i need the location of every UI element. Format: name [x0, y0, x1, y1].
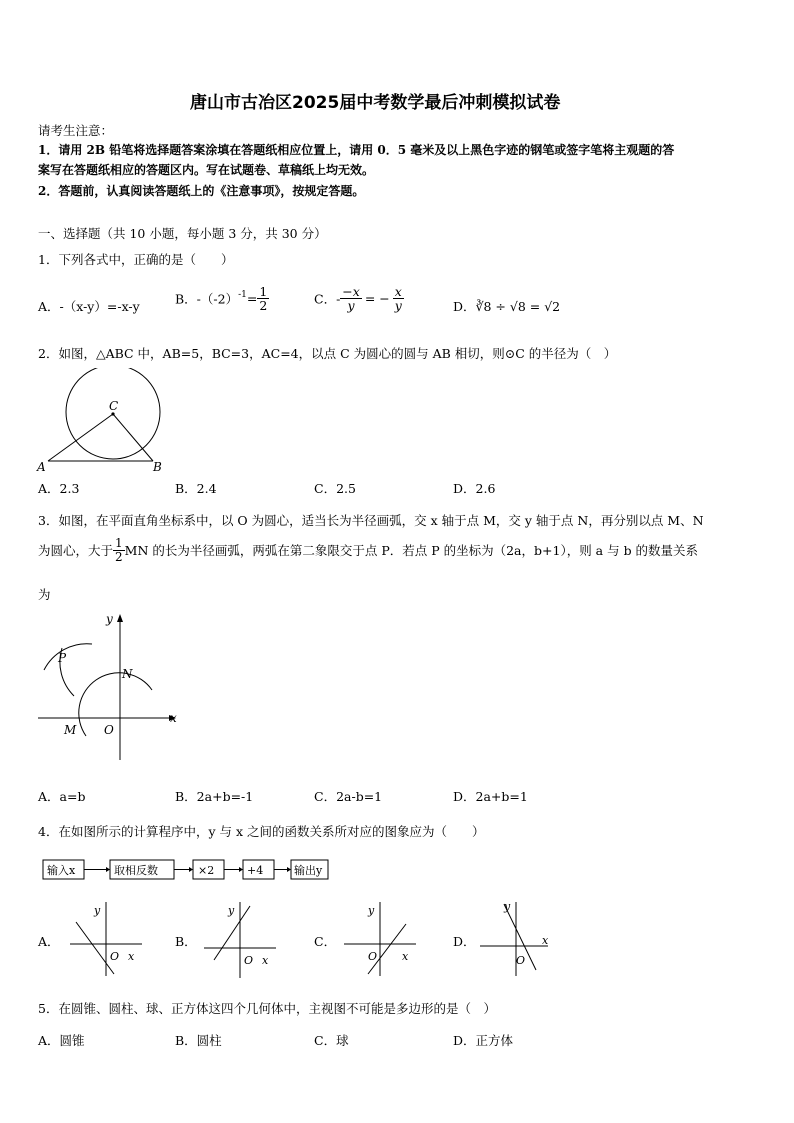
q1-c-den2: y	[394, 298, 402, 314]
notice-line-1a: 1．请用 2B 铅笔将选择题答案涂填在答题纸相应位置上，请用 0．5 毫米及以上黑色字迹的钢笔或签字笔将主观题的答	[38, 143, 675, 157]
label-a: A	[37, 460, 46, 474]
q3-option-d: D．2a+b=1	[453, 789, 528, 804]
q1-option-a: A．-（x-y）=-x-y	[38, 299, 140, 314]
q3-option-a: A．a=b	[38, 789, 86, 804]
segment-ac	[48, 414, 113, 461]
q4-graph-b	[200, 898, 280, 978]
q4-graph-d	[476, 898, 556, 978]
arc-mn	[79, 673, 152, 736]
graph-a-o: O	[110, 950, 120, 963]
q3-half-numerator: 1	[115, 536, 123, 550]
q5-option-a: A．圆锥	[38, 1033, 85, 1048]
q1-b-prefix: B．-（-2）	[175, 291, 239, 307]
y-axis-arrow	[117, 614, 123, 622]
notice-line-2: 2．答题前，认真阅读答题纸上的《注意事项》，按规定答题。	[38, 184, 365, 198]
q1-b-equals: =	[246, 291, 258, 307]
q1-option-d	[453, 297, 560, 315]
notice-line-1b: 案写在答题纸相应的答题区内。写在试题卷、草稿纸上均无效。	[38, 163, 375, 177]
q5-option-c: C．球	[314, 1033, 349, 1048]
q1-c-num2: x	[394, 284, 402, 299]
q3-line2-suffix: MN 的长为半径画弧，两弧在第二象限交于点 P．若点 P 的坐标为（2a，b+1），则 a 与 b 的数量关系	[124, 543, 699, 559]
flow-times-two: ×2	[198, 864, 215, 877]
label-x: x	[170, 711, 177, 725]
q4-option-c-label: C．	[314, 934, 337, 949]
graph-c-x: x	[402, 950, 409, 963]
q3-line-2	[38, 537, 698, 563]
q1-stem: 1．下列各式中，正确的是（ ）	[38, 252, 234, 267]
notice-heading: 请考生注意：	[38, 123, 114, 138]
label-o: O	[104, 723, 114, 737]
q1-option-b	[175, 285, 269, 312]
flow-output: 输出y	[294, 864, 323, 877]
q1-d-expression: ∛8 ÷ √8 = √2	[475, 299, 561, 314]
label-c: C	[109, 399, 119, 413]
arc-from-m	[44, 644, 92, 670]
q1-option-c	[314, 285, 404, 312]
q5-stem: 5．在圆锥、圆柱、球、正方体这四个几何体中，主视图不可能是多边形的是（ ）	[38, 1001, 496, 1016]
q1-b-numerator: 1	[259, 284, 268, 299]
flow-plus-four: +4	[247, 864, 264, 877]
q3-option-b: B．2a+b=-1	[175, 789, 254, 804]
graph-a-y: y	[94, 904, 101, 917]
q1-b-exponent: -1	[238, 289, 247, 300]
graph-d-o: O	[516, 954, 526, 967]
label-b: B	[153, 460, 162, 474]
graph-b-y: y	[228, 904, 235, 917]
q4-graph-c	[340, 898, 420, 978]
graph-c-line	[368, 924, 406, 974]
q4-option-a-label: A．	[38, 934, 60, 949]
q3-option-c: C．2a-b=1	[314, 789, 383, 804]
q1-c-prefix: C．-	[314, 291, 341, 307]
q3-half-denominator: 2	[115, 549, 123, 564]
q3-line2-prefix: 为圆心，大于	[38, 543, 114, 559]
q5-option-b: B．圆柱	[175, 1033, 222, 1048]
label-m: M	[64, 723, 77, 737]
label-p: P	[58, 651, 67, 665]
segment-bc	[113, 414, 153, 461]
label-y: y	[106, 612, 113, 626]
graph-d-y: y	[504, 900, 511, 913]
graph-b-o: O	[244, 954, 254, 967]
graph-a-x: x	[128, 950, 135, 963]
q3-line-3: 为	[38, 587, 51, 602]
graph-c-o: O	[368, 950, 378, 963]
q4-option-d-label: D．	[453, 934, 476, 949]
q1-c-num1: −x	[342, 284, 360, 299]
q4-flowchart	[40, 856, 340, 884]
q5-option-d: D．正方体	[453, 1033, 514, 1048]
q2-option-c: C．2.5	[314, 481, 356, 496]
q2-option-a: A．2.3	[38, 481, 80, 496]
graph-c-y: y	[368, 904, 375, 917]
flow-input: 输入x	[47, 864, 76, 877]
q4-stem: 4．在如图所示的计算程序中，y 与 x 之间的函数关系所对应的图象应为（ ）	[38, 824, 485, 839]
label-n: N	[122, 667, 133, 681]
graph-d-x: x	[542, 934, 549, 947]
q1-d-prefix: D．	[453, 299, 476, 314]
q4-option-b-label: B．	[175, 934, 197, 949]
graph-a-line	[76, 922, 114, 974]
q2-option-d: D．2.6	[453, 481, 496, 496]
page-title: 唐山市古冶区2025届中考数学最后冲刺模拟试卷	[190, 93, 561, 113]
q2-stem: 2．如图，△ABC 中，AB=5，BC=3，AC=4，以点 C 为圆心的圆与 AB 相切，则⊙C 的半径为（ ）	[38, 346, 617, 361]
flow-negate: 取相反数	[114, 864, 158, 877]
q2-triangle-circle-figure	[34, 368, 174, 474]
q1-c-den1: y	[347, 298, 355, 314]
graph-b-x: x	[262, 954, 269, 967]
q1-b-denominator: 2	[259, 298, 268, 314]
section-heading: 一、选择题（共 10 小题，每小题 3 分，共 30 分）	[38, 226, 327, 241]
q1-c-middle: = −	[364, 291, 390, 307]
q3-coordinate-figure	[34, 608, 184, 768]
q3-line-1: 3．如图，在平面直角坐标系中，以 O 为圆心，适当长为半径画弧，交 x 轴于点 M，交 y 轴于点 N，再分别以点 M、N	[38, 513, 704, 528]
q4-graph-a	[66, 898, 146, 978]
q2-option-b: B．2.4	[175, 481, 217, 496]
